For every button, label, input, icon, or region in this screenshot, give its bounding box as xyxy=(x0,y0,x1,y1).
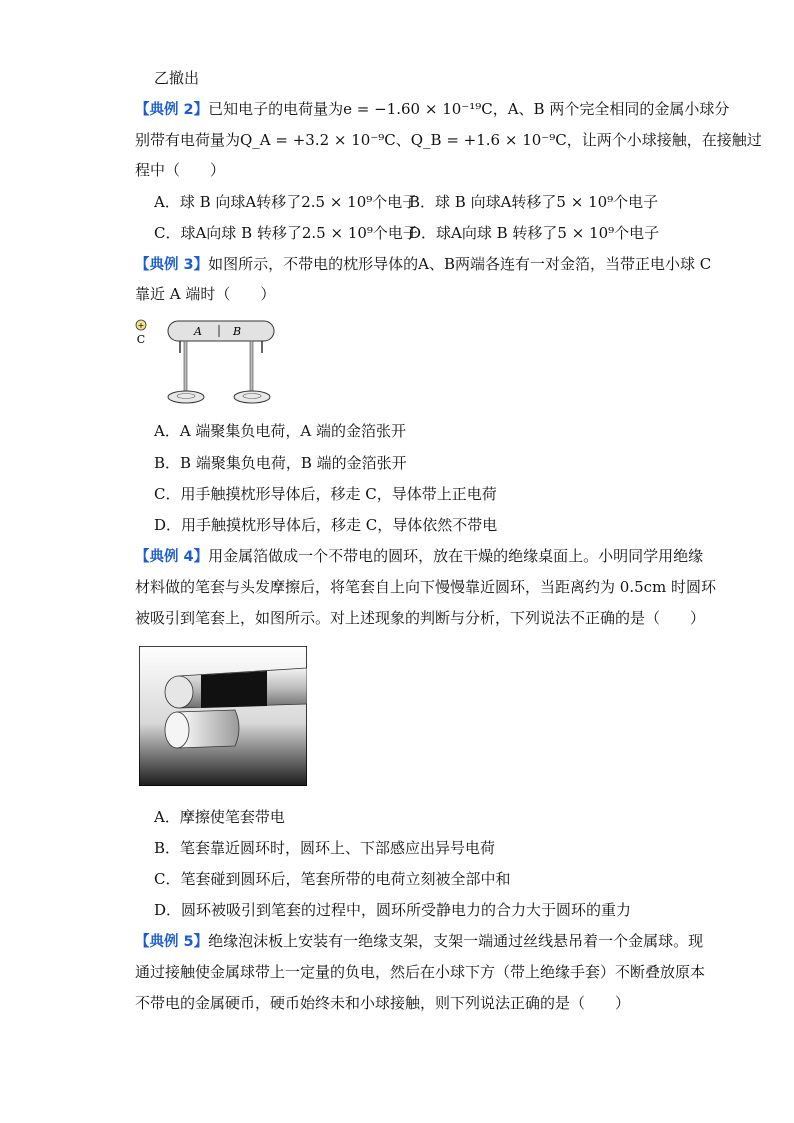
example-4-text-1: 用金属箔做成一个不带电的圆环，放在干燥的绝缘桌面上。小明同学用绝缘 xyxy=(208,547,704,565)
example-2-option-c: C．球A向球 B 转移了2.5 × 10⁹个电子 xyxy=(154,224,418,242)
stand-left xyxy=(184,341,187,393)
example-2-option-a: A．球 B 向球A转移了2.5 × 10⁹个电子 xyxy=(154,193,418,211)
example-4-line-1 xyxy=(135,546,703,567)
example-4-line-3: 被吸引到笔套上，如图所示。对上述现象的判断与分析，下列说法不正确的是（ ） xyxy=(135,609,706,627)
stand-right xyxy=(250,341,253,393)
example-4-tag: 【典例 4】 xyxy=(135,549,209,565)
example-4-option-c: C．笔套碰到圆环后，笔套所带的电荷立刻被全部中和 xyxy=(154,870,511,888)
example-2-option-d: D．球A向球 B 转移了5 × 10⁹个电子 xyxy=(409,224,660,242)
example-2-line-2: 别带有电荷量为Q_A = +3.2 × 10⁻⁹C、Q_B = +1.6 × 10⁻⁹C，让两个小球接触，在接触过 xyxy=(135,131,762,149)
base-right xyxy=(234,391,270,403)
example-3-option-d: D．用手触摸枕形导体后，移走 C，导体依然不带电 xyxy=(154,516,498,534)
example-4-option-d: D．圆环被吸引到笔套的过程中，圆环所受静电力的合力大于圆环的重力 xyxy=(154,901,632,919)
example-4-option-b: B．笔套靠近圆环时，圆环上、下部感应出异号电荷 xyxy=(154,839,496,857)
ball-label-c: C xyxy=(136,333,146,346)
example-2-line-1 xyxy=(135,99,729,120)
example-2-line-3: 程中（ ） xyxy=(135,161,226,179)
example-3-tag: 【典例 3】 xyxy=(135,257,209,273)
example-3-line-1 xyxy=(135,254,711,275)
example-3-option-c: C．用手触摸枕形导体后，移走 C，导体带上正电荷 xyxy=(154,485,497,503)
example-5-line-1 xyxy=(135,931,703,952)
previous-page-fragment: 乙撤出 xyxy=(154,69,200,87)
base-left xyxy=(168,391,204,403)
example-3-option-b: B．B 端聚集负电荷，B 端的金箔张开 xyxy=(154,454,407,472)
example-5-line-2: 通过接触使金属球带上一定量的负电，然后在小球下方（带上绝缘手套）不断叠放原本 xyxy=(135,963,706,981)
example-2-option-b: B．球 B 向球A转移了5 × 10⁹个电子 xyxy=(409,193,659,211)
conductor-label-a: A xyxy=(194,325,202,338)
pen-cap-black-band xyxy=(201,671,267,708)
example-2-tag: 【典例 2】 xyxy=(135,102,209,118)
ball-plus-sign: + xyxy=(137,321,145,330)
example-3-line-2: 靠近 A 端时（ ） xyxy=(135,285,276,303)
pen-cap-end xyxy=(165,676,193,708)
example-2-text-1: 已知电子的电荷量为e = −1.60 × 10⁻¹⁹C，A、B 两个完全相同的金属小球分 xyxy=(208,100,730,118)
example-4-line-2: 材料做的笔套与头发摩擦后，将笔套自上向下慢慢靠近圆环，当距离约为 0.5cm 时圆环 xyxy=(135,578,717,596)
conductor-label-b: B xyxy=(232,325,242,338)
example-3-option-a: A．A 端聚集负电荷，A 端的金箔张开 xyxy=(154,422,407,440)
example-5-tag: 【典例 5】 xyxy=(135,934,209,950)
pillow-conductor-figure xyxy=(130,315,290,415)
pen-cap-ring-photo xyxy=(139,646,307,786)
conductor-body xyxy=(168,321,274,341)
example-5-line-3: 不带电的金属硬币，硬币始终未和小球接触，则下列说法正确的是（ ） xyxy=(135,994,631,1012)
example-5-text-1: 绝缘泡沫板上安装有一绝缘支架，支架一端通过丝线悬吊着一个金属球。现 xyxy=(208,932,704,950)
example-3-text-1: 如图所示，不带电的枕形导体的A、B两端各连有一对金箔，当带正电小球 C xyxy=(208,255,712,273)
example-4-option-a: A．摩擦使笔套带电 xyxy=(154,808,285,826)
metal-ring-face xyxy=(165,712,189,748)
